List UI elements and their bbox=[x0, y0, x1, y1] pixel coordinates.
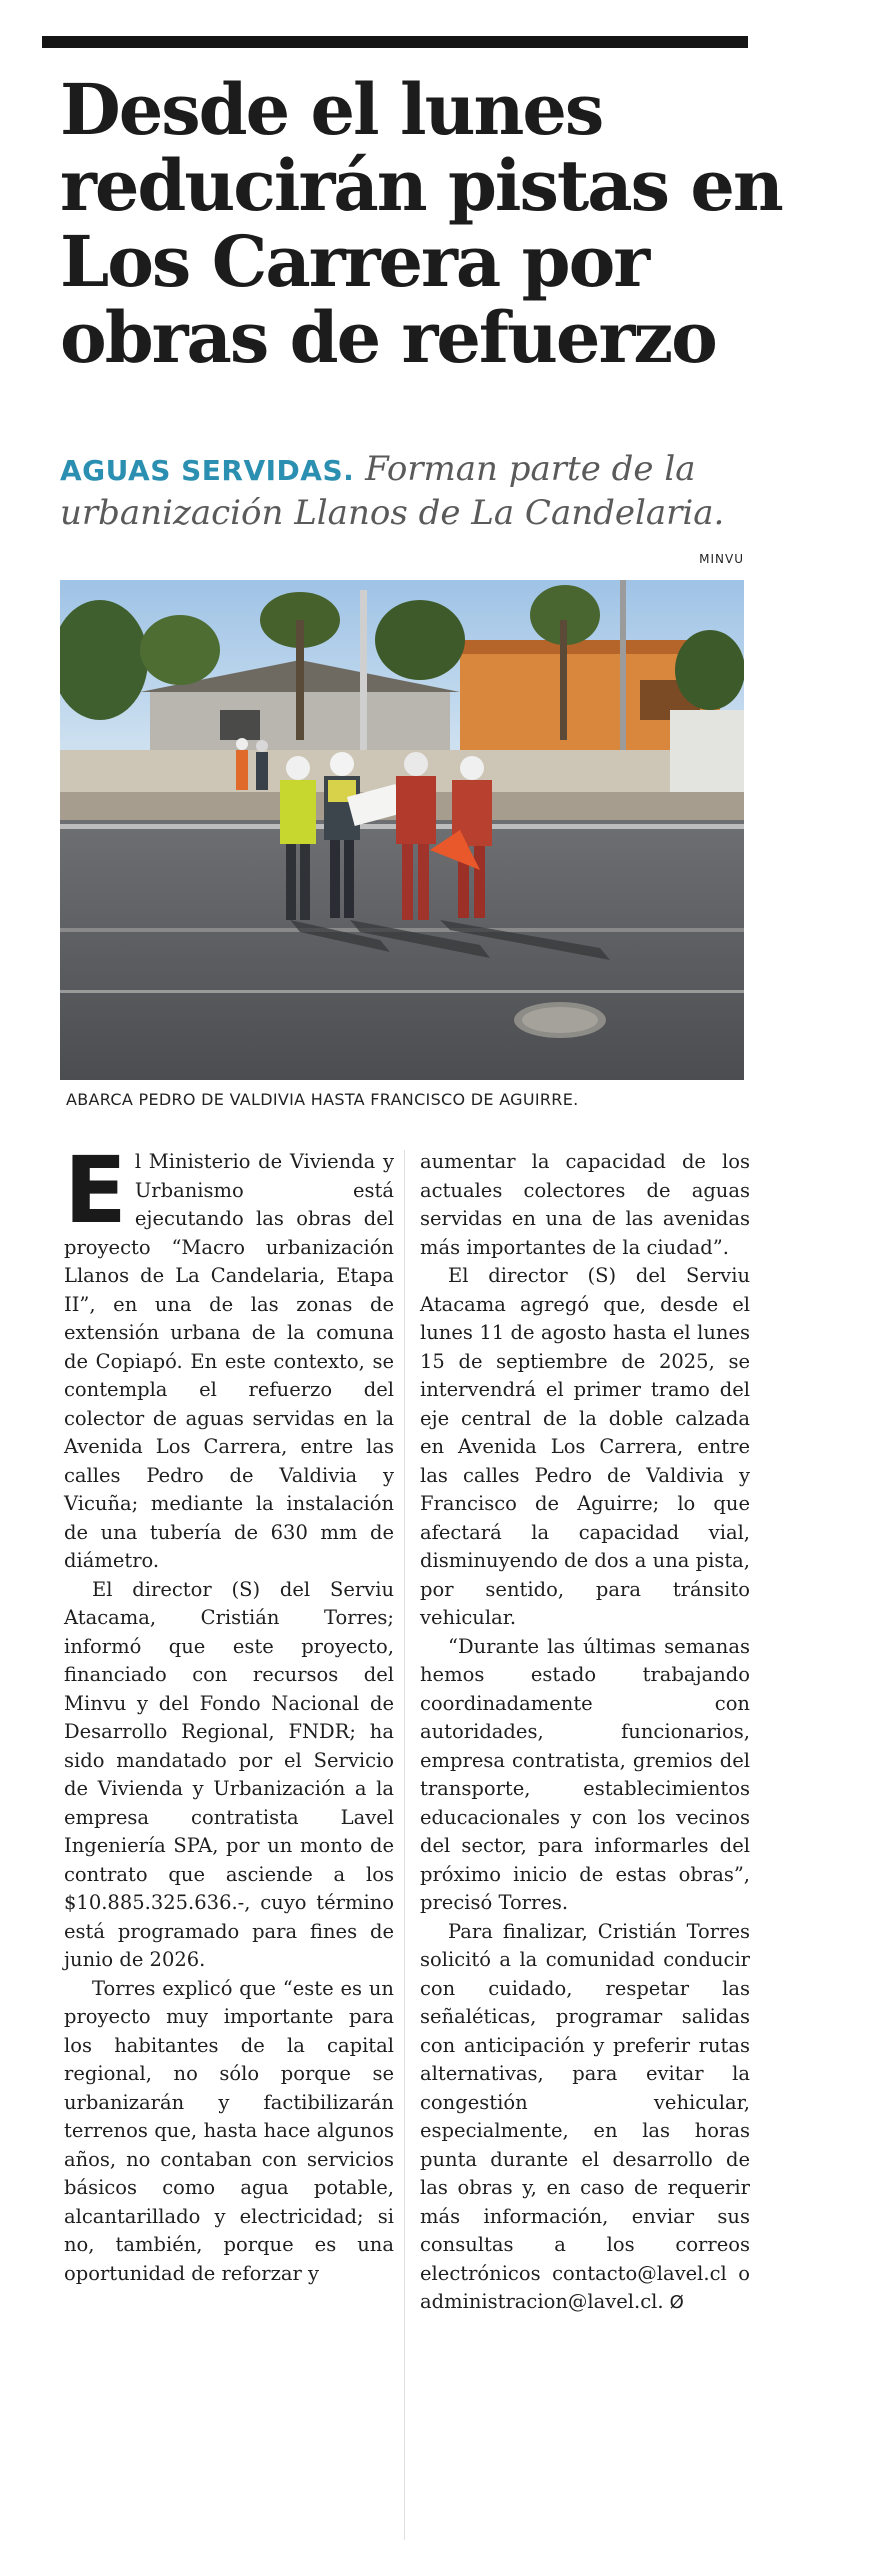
article-paragraph: aumentar la capacidad de los actuales colectores de aguas servidas en una de las avenidas más importantes de la ciudad”. bbox=[420, 1150, 750, 1259]
article-paragraph: l Ministerio de Vivienda y Urbanismo está ejecutando las obras del proyecto “Macro urbanización Llanos de La Candelaria, Etapa II”, en una de las zonas de extensión urbana de la comuna de Copiapó. En este contexto, se contempla el refuerzo del colector de aguas servidas en la Avenida Los Carrera, entre las calles Pedro de Valdivia y Vicuña; mediante la instalación de una tubería de 630 mm de diámetro. bbox=[64, 1150, 394, 1572]
article-column-left bbox=[64, 1137, 394, 2288]
article-paragraph-text: Para finalizar, Cristián Torres solicitó a la comunidad conducir con cuidado, respetar las señaléticas, programar salidas con anticipación y preferir rutas alternativas, para evitar la congestión vehicular, especialmente, en las horas punta durante el desarrollo de las obras y, en caso de requerir más información, enviar sus consultas a los correos electrónicos contacto@lavel.cl o administracion@lavel.cl. bbox=[420, 1919, 750, 2313]
dek bbox=[60, 448, 760, 534]
article-column-right bbox=[420, 1148, 750, 2318]
kicker: AGUAS SERVIDAS. bbox=[60, 454, 355, 487]
article-paragraph: El director (S) del Serviu Atacama, Cristián Torres; informó que este proyecto, financiado con recursos del Minvu y del Fondo Nacional de Desarrollo Regional, FNDR; ha sido mandatado por el Servicio de Vivienda y Urbanización a la empresa contratista Lavel Ingeniería SPA, por un monto de contrato que asciende a los $10.885.325.636.-, cuyo término está programado para fines de junio de 2026. bbox=[64, 1577, 394, 1971]
drop-cap: E bbox=[64, 1137, 127, 1244]
article-photo bbox=[60, 580, 744, 1080]
article-paragraph-final bbox=[420, 1918, 750, 2318]
headline-line: Los Carrera por bbox=[60, 220, 649, 303]
article-paragraph: “Durante las últimas semanas hemos estado trabajando coordinadamente con autoridades, funcionarios, empresa contratista, gremios del transporte, establecimientos educacionales y con los vecinos del sector, para informarles del próximo inicio de estas obras”, precisó Torres. bbox=[420, 1634, 750, 1914]
headline-line: reducirán pistas en bbox=[60, 144, 782, 227]
photo-credit: MINVU bbox=[699, 552, 744, 566]
headline bbox=[60, 68, 782, 379]
headline-line: obras de refuerzo bbox=[60, 296, 716, 379]
end-mark-icon: Ø bbox=[669, 2292, 684, 2313]
photo-caption: ABARCA PEDRO DE VALDIVIA HASTA FRANCISCO DE AGUIRRE. bbox=[66, 1090, 579, 1109]
article-paragraph: El director (S) del Serviu Atacama agregó que, desde el lunes 11 de agosto hasta el lunes 15 de septiembre de 2025, se intervendrá el primer tramo del eje central de la doble calzada en Avenida Los Carrera, entre las calles Pedro de Valdivia y Francisco de Aguirre; lo que afectará la capacidad vial, disminuyendo de dos a una pista, por sentido, para tránsito vehicular. bbox=[420, 1264, 750, 1629]
article-paragraph: Torres explicó que “este es un proyecto muy importante para los habitantes de la capital regional, no sólo porque se urbanizarán y factibilizarán terrenos que, hasta hace algunos años, no contaban con servicios básicos como agua potable, alcantarillado y electricidad; si no, también, porque es una oportunidad de reforzar y bbox=[64, 1976, 394, 2285]
top-rule bbox=[42, 36, 748, 48]
dek-text: Forman parte de la urbanización Llanos de La Candelaria. bbox=[60, 449, 725, 533]
column-divider bbox=[404, 1150, 405, 2540]
headline-line: Desde el lunes bbox=[60, 68, 603, 151]
road-works-photo bbox=[60, 580, 744, 1080]
